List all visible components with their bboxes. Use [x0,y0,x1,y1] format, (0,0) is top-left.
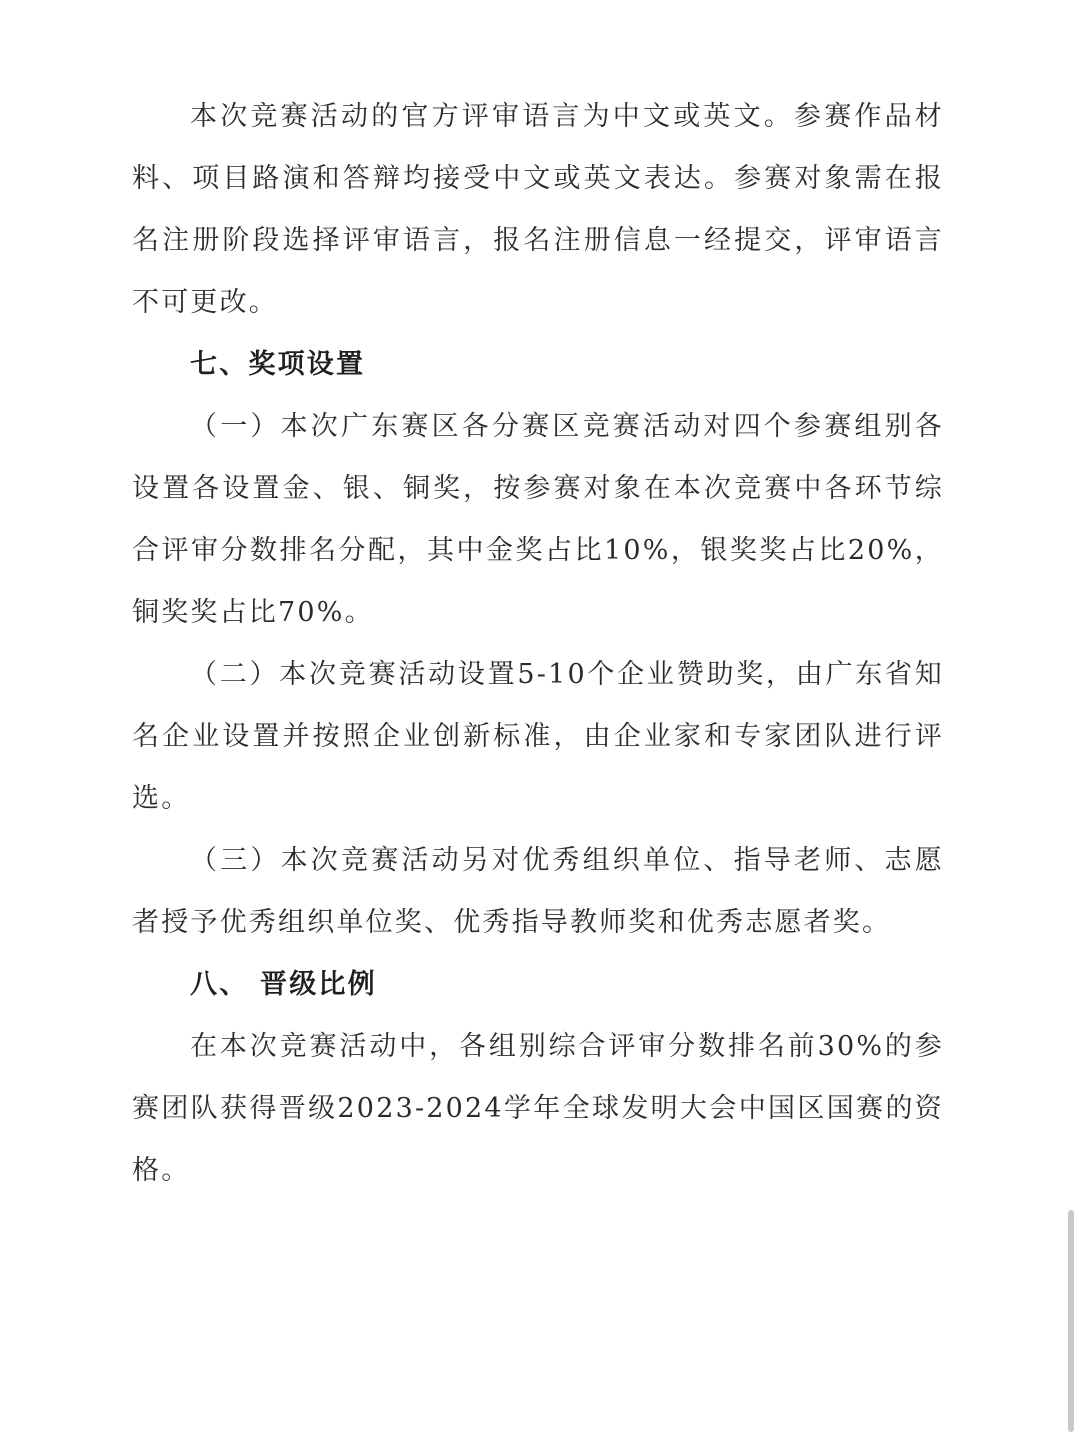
document-body [132,86,944,1202]
section-heading-promotion: 八、 晋级比例 [190,969,377,1000]
paragraph-awards-3: （三）本次竞赛活动另对优秀组织单位、指导老师、志愿者授予优秀组织单位奖、优秀指导教师奖和优秀志愿者奖。 [132,845,944,938]
paragraph-review-language: 本次竞赛活动的官方评审语言为中文或英文。参赛作品材料、项目路演和答辩均接受中文或英文表达。参赛对象需在报名注册阶段选择评审语言，报名注册信息一经提交，评审语言不可更改。 [132,101,944,318]
section-heading-awards: 七、奖项设置 [190,349,366,380]
paragraph-awards-2: （二）本次竞赛活动设置5-10个企业赞助奖，由广东省知名企业设置并按照企业创新标准，由企业家和专家团队进行评选。 [132,659,944,814]
paragraph-awards-1: （一）本次广东赛区各分赛区竞赛活动对四个参赛组别各设置各设置金、银、铜奖，按参赛对象在本次竞赛中各环节综合评审分数排名分配，其中金奖占比10%，银奖奖占比20%，铜奖奖占比70%。 [132,411,944,628]
paragraph-promotion: 在本次竞赛活动中，各组别综合评审分数排名前30%的参赛团队获得晋级2023-2024学年全球发明大会中国区国赛的资格。 [132,1031,944,1186]
vertical-scrollbar[interactable] [1068,1210,1074,1432]
